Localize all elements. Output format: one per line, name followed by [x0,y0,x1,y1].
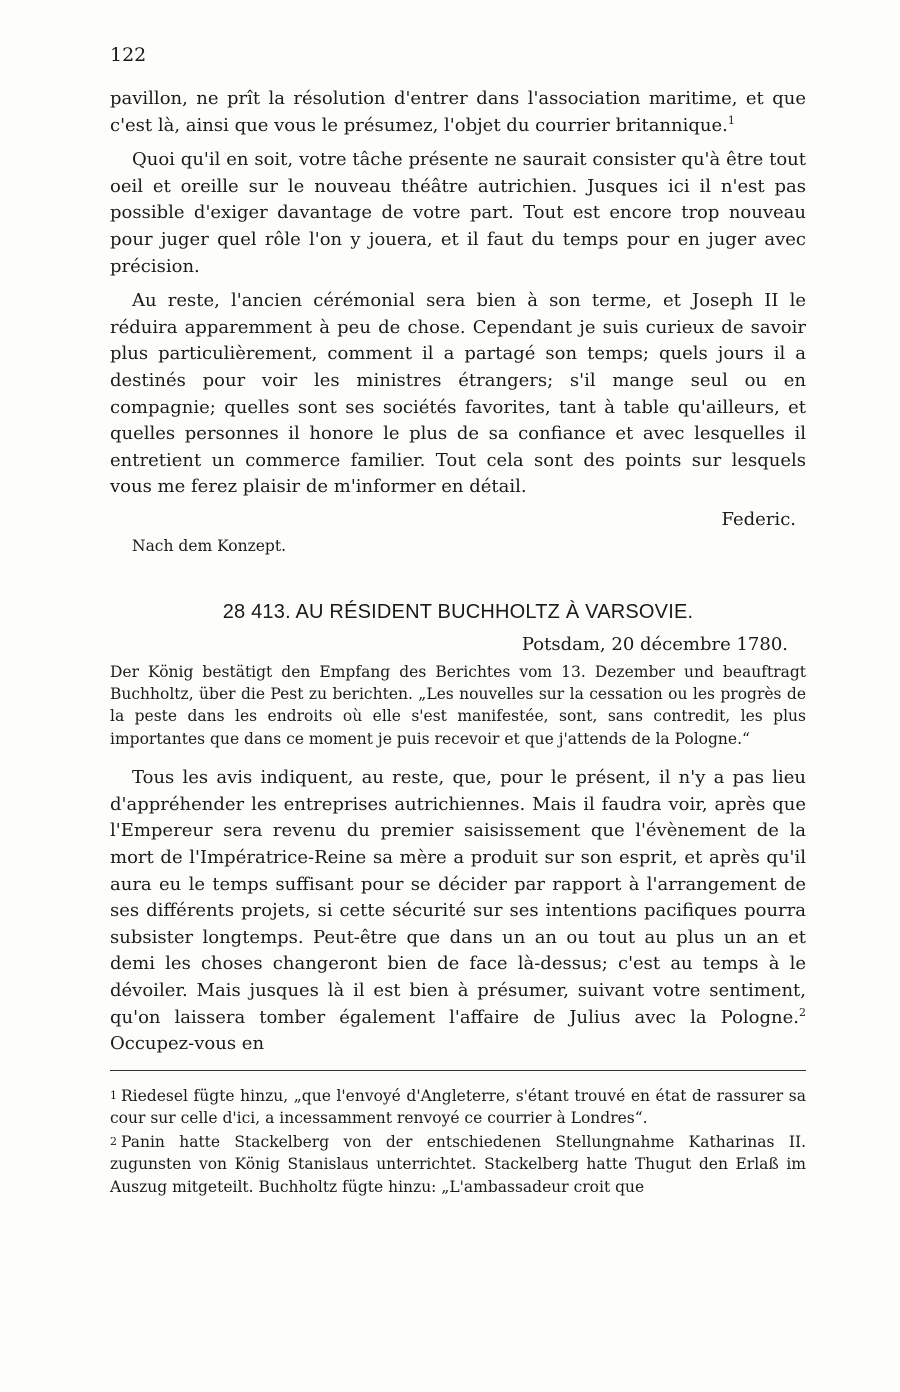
letter-body [110,765,806,1058]
footnote-ref-2[interactable]: 2 [799,1005,806,1019]
footnote-2 [110,1131,806,1198]
footnote-1-text: Riedesel fügte hinzu, „que l'envoyé d'Angleterre, s'étant trouvé en état de rassurer sa cour sur celle d'ici, a incessamment renvoyé ce courrier à Londres“. [110,1086,806,1127]
document-page [110,44,806,1200]
footnote-2-mark: 2 [110,1135,117,1149]
paragraph-1 [110,86,806,139]
paragraph-3: Au reste, l'ancien cérémonial sera bien à son terme, et Joseph II le réduira apparemment à peu de chose. Cependant je suis curieux de savoir plus particulièrement, comment il a partagé son temps; quels jours il a destinés pour voir les ministres étrangers; s'il mange seul ou en compagnie; quelles sont ses sociétés favorites, tant à table qu'ailleurs, et quelles personnes il honore le plus de sa confiance et avec lesquelles il entretient un commerce familier. Tout cela sont des points sur lesquels vous me ferez plaisir de m'informer en détail. [110,290,806,498]
source-note: Nach dem Konzept. [132,536,287,555]
paragraph-1-text: pavillon, ne prît la résolution d'entrer dans l'association maritime, et que c'est là, ainsi que vous le présumez, l'objet du courrier britannique. [110,88,806,136]
letter-summary: Der König bestätigt den Empfang des Berichtes vom 13. Dezember und beauftragt Buchholtz, über die Pest zu berichten. „Les nouvelles sur la cessation ou les progrès de la peste dans les endroits où elle s'est manifestée, sont, sans contredit, les plus importantes que dans ce moment je puis recevoir et que j'attends de la Pologne.“ [110,662,806,748]
page-number: 122 [110,44,147,66]
footnote-divider [110,1070,806,1071]
letter-body-text: Tous les avis indiquent, au reste, que, pour le présent, il n'y a pas lieu d'appréhender les entreprises autrichiennes. Mais il faudra voir, après que l'Empereur sera revenu du premier saisissement que l'évènement de la mort de l'Impératrice-Reine sa mère a produit sur son esprit, et après qu'il aura eu le temps suffisant pour se décider par rapport à l'arrangement de ses différents projets, si cette sécurité sur ses intentions pacifiques pourra subsister longtemps. Peut-être que dans un an ou tout au plus un an et demi les choses changeront bien de face là-dessus; c'est au temps à le dévoiler. Mais jusques là il est bien à présumer, suivant votre sentiment, qu'on laissera tomber également l'affaire de Julius avec la Pologne. [110,767,806,1028]
dateline: Potsdam, 20 décembre 1780. [521,633,788,655]
footnote-ref-1[interactable]: 1 [727,113,735,127]
paragraph-2: Quoi qu'il en soit, votre tâche présente ne saurait consister qu'à être tout oeil et oreille sur le nouveau théâtre autrichien. Jusques ici il n'est pas possible d'exiger davantage de votre part. Tout est encore trop nouveau pour juger quel rôle l'on y jouera, et il faut du temps pour en juger avec précision. [110,149,806,277]
signature: Federic. [721,508,796,530]
letter-heading: 28 413. AU RÉSIDENT BUCHHOLTZ À VARSOVIE. [222,600,694,623]
letter-body-tail: Occupez-vous en [110,1033,265,1055]
footnote-2-text: Panin hatte Stackelberg von der entschiedenen Stellungnahme Katharinas II. zugunsten von König Stanislaus unterrichtet. Stackelberg hatte Thugut den Erlaß im Auszug mitgeteilt. Buchholtz fügte hinzu: „L'ambassadeur croit que [110,1133,806,1196]
footnote-1 [110,1085,806,1129]
footnote-1-mark: 1 [110,1088,117,1102]
